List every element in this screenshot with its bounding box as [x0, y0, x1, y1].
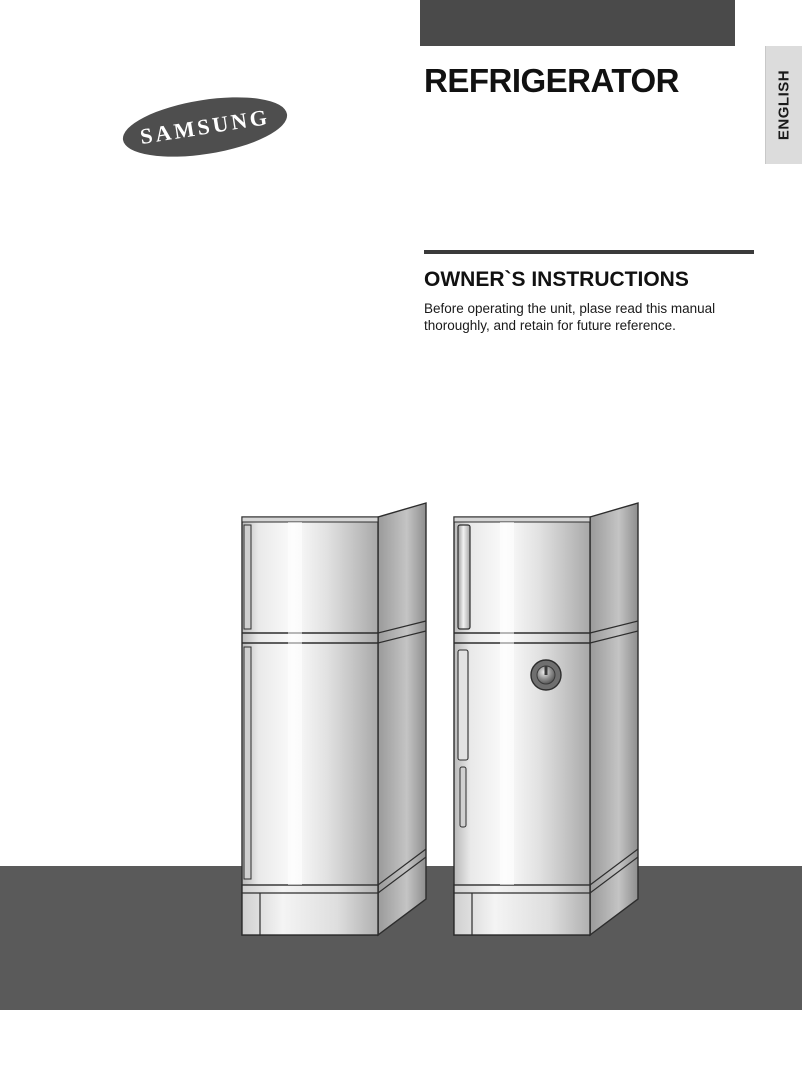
logo-wordmark: SAMSUNG: [138, 103, 272, 150]
language-tab-label: ENGLISH: [775, 69, 793, 141]
header-bar: [420, 0, 735, 46]
samsung-logo: [122, 100, 288, 154]
owners-instructions-heading: OWNER`S INSTRUCTIONS: [424, 268, 689, 291]
refrigerator-illustration: [230, 495, 650, 945]
bottom-margin: [0, 1010, 802, 1074]
owners-instructions-body: Before operating the unit, plase read this manual thoroughly, and retain for future reference.: [424, 301, 716, 333]
page-title: REFRIGERATOR: [424, 62, 679, 99]
section-divider: [424, 250, 754, 254]
language-tab: [765, 46, 802, 164]
